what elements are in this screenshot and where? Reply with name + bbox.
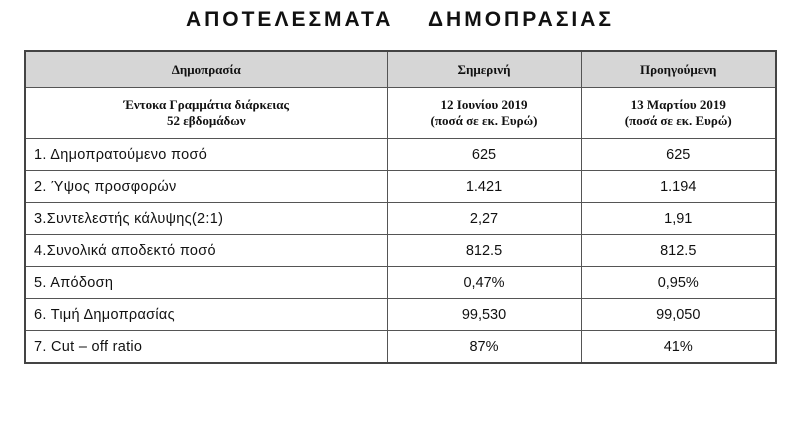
row-current-value: 1.421: [387, 171, 581, 203]
row-label: 3.Συντελεστής κάλυψης(2:1): [25, 203, 387, 235]
current-date-cell: [387, 88, 581, 139]
row-current-value: 625: [387, 139, 581, 171]
row-label: 7. Cut – off ratio: [25, 331, 387, 364]
row-previous-value: 1,91: [581, 203, 776, 235]
row-current-value: 99,530: [387, 299, 581, 331]
header-current: Σημερινή: [387, 51, 581, 88]
table-row: [25, 299, 776, 331]
row-previous-value: 625: [581, 139, 776, 171]
table-row: [25, 171, 776, 203]
row-previous-value: 0,95%: [581, 267, 776, 299]
table-header-row: [25, 51, 776, 88]
auction-results-table: [24, 50, 777, 364]
table-row: [25, 203, 776, 235]
header-auction: Δημοπρασία: [25, 51, 387, 88]
row-label: 2. Ύψος προσφορών: [25, 171, 387, 203]
instrument-line-2: 52 εβδομάδων: [166, 113, 246, 128]
previous-date: 13 Μαρτίου 2019: [630, 97, 726, 112]
row-previous-value: 812.5: [581, 235, 776, 267]
row-label: 4.Συνολικά αποδεκτό ποσό: [25, 235, 387, 267]
row-previous-value: 1.194: [581, 171, 776, 203]
table-row: [25, 267, 776, 299]
row-label: 5. Απόδοση: [25, 267, 387, 299]
row-label: 6. Τιμή Δημοπρασίας: [25, 299, 387, 331]
row-current-value: 2,27: [387, 203, 581, 235]
row-current-value: 0,47%: [387, 267, 581, 299]
table-row: [25, 235, 776, 267]
current-unit: (ποσά σε εκ. Ευρώ): [430, 113, 538, 128]
row-previous-value: 99,050: [581, 299, 776, 331]
previous-unit: (ποσά σε εκ. Ευρώ): [624, 113, 732, 128]
row-current-value: 87%: [387, 331, 581, 364]
table-row: [25, 331, 776, 364]
page-title: ΑΠΟΤΕΛΕΣΜΑΤΑ ΔΗΜΟΠΡΑΣΙΑΣ: [185, 8, 615, 31]
row-previous-value: 41%: [581, 331, 776, 364]
header-previous: Προηγούμενη: [581, 51, 776, 88]
table-row: [25, 139, 776, 171]
table-subheader-row: [25, 88, 776, 139]
current-date: 12 Ιουνίου 2019: [440, 97, 528, 112]
instrument-cell: [25, 88, 387, 139]
row-current-value: 812.5: [387, 235, 581, 267]
row-label: 1. Δημοπρατούμενο ποσό: [25, 139, 387, 171]
previous-date-cell: [581, 88, 776, 139]
instrument-line-1: Έντοκα Γραμμάτια διάρκειας: [123, 97, 290, 112]
